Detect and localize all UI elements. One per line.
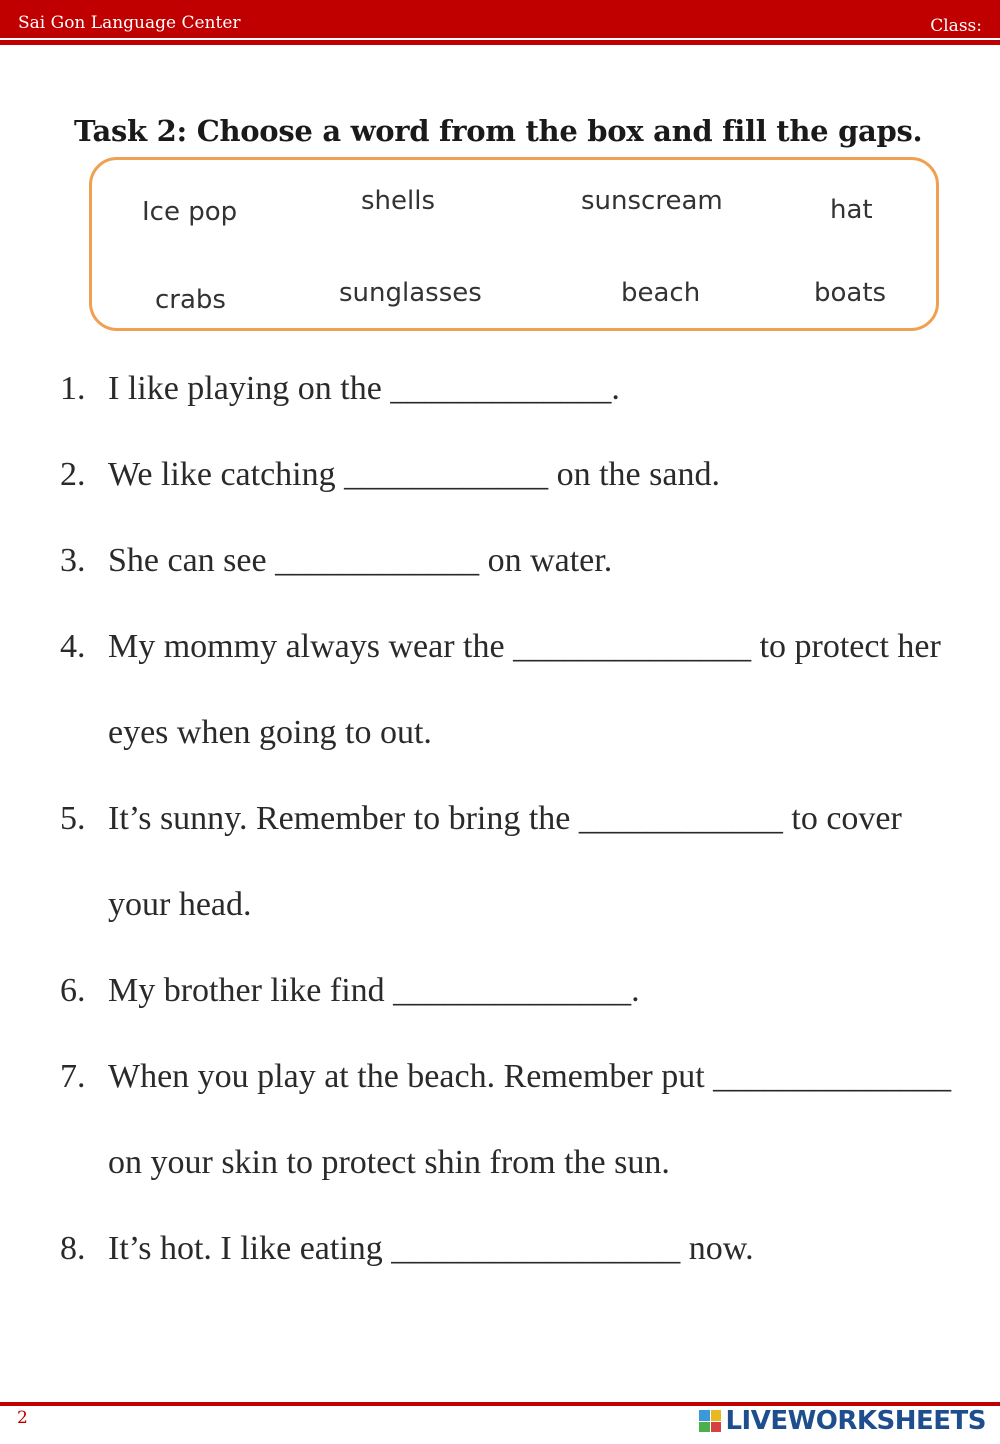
question-text: your head.	[108, 886, 252, 923]
class-label: Class:	[930, 16, 982, 36]
question-text: When you play at the beach. Remember put ______________	[108, 1058, 952, 1095]
question-number: 3.	[60, 542, 86, 579]
word-box-item: beach	[621, 278, 701, 308]
word-box-item: sunscream	[581, 186, 723, 216]
question-number: 8.	[60, 1230, 86, 1267]
word-box-item: Ice pop	[142, 197, 238, 227]
task-title: Task 2: Choose a word from the box and fill the gaps.	[74, 114, 923, 148]
word-box-item: sunglasses	[339, 278, 482, 308]
question-text: My brother like find ______________.	[108, 972, 640, 1009]
word-box-item: hat	[830, 195, 873, 225]
question-number: 1.	[60, 370, 86, 407]
question-number: 4.	[60, 628, 86, 665]
page-number: 2	[17, 1408, 28, 1428]
word-box-item: boats	[814, 278, 887, 308]
brand-name: LIVEWORKSHEETS	[725, 1406, 986, 1436]
center-name: Sai Gon Language Center	[18, 13, 241, 33]
question-text: She can see ____________ on water.	[108, 542, 613, 579]
question-number: 5.	[60, 800, 86, 837]
question-number: 7.	[60, 1058, 86, 1095]
header-bar	[0, 0, 1000, 38]
question-text: I like playing on the _____________.	[108, 370, 620, 407]
liveworksheets-logo-icon	[699, 1410, 721, 1432]
word-box-item: shells	[361, 186, 436, 216]
question-text: It’s hot. I like eating _________________ now.	[108, 1230, 754, 1267]
word-box	[89, 157, 939, 331]
question-text: We like catching ____________ on the sand.	[108, 456, 720, 493]
word-box-item: crabs	[155, 285, 226, 315]
question-text: It’s sunny. Remember to bring the ____________ to cover	[108, 800, 902, 837]
header-divider	[0, 40, 1000, 45]
question-text: My mommy always wear the ______________ to protect her	[108, 628, 941, 665]
question-text: eyes when going to out.	[108, 714, 432, 751]
question-number: 2.	[60, 456, 86, 493]
question-text: on your skin to protect shin from the sun.	[108, 1144, 670, 1181]
question-number: 6.	[60, 972, 86, 1009]
liveworksheets-brand-link[interactable]	[699, 1405, 986, 1437]
